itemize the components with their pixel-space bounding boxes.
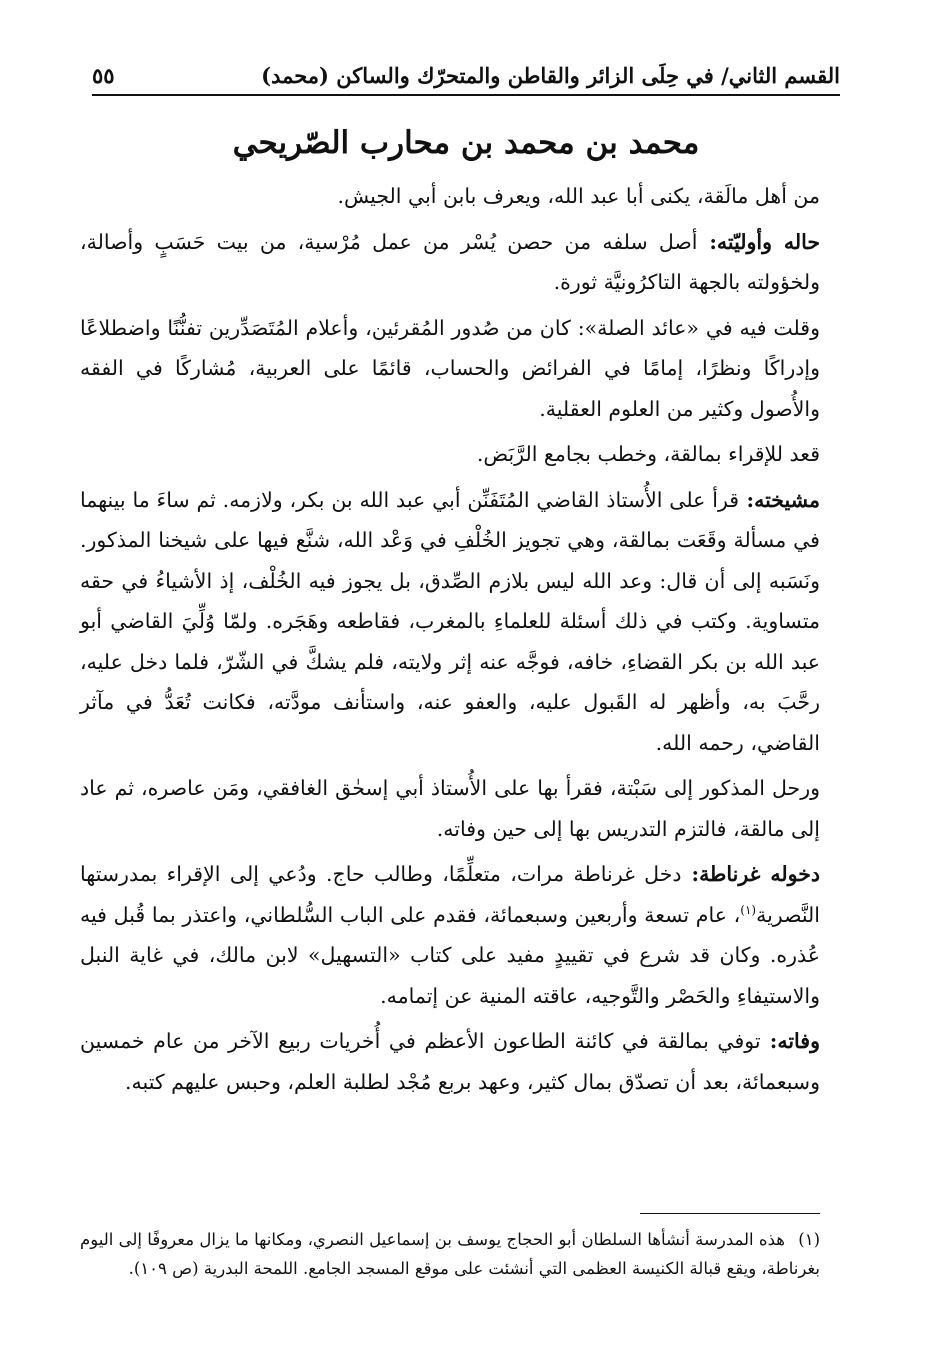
section-lead: وفاته:: [760, 1029, 820, 1053]
body-text: [80, 176, 820, 1107]
section-lead: مشيخته:: [739, 487, 820, 512]
footnote: [80, 1225, 820, 1283]
paragraph-text: قعد للإقراء بمالقة، وخطب بجامع الرَّبَض.: [476, 442, 820, 466]
footnote-rule: [640, 1213, 820, 1214]
paragraph-text: وقلت فيه في «عائد الصلة»: كان من صُدور المُقرئين، وأعلام المُتَصَدِّرين تفنُّنًا واضطلاعًا وإدراكًا ونظرًا، إمامًا في الفرائض والحساب، قائمًا على العربية، مُشاركًا في الفقه والأُصول وكثير من العلوم العقلية.: [80, 315, 820, 421]
paragraph: [80, 854, 820, 1016]
entry-title: محمد بن محمد بن محارب الصّريحي: [232, 125, 700, 161]
paragraph-text: أصل سلفه من حصن يُسْر من عمل مُرْسية، من بيت حَسَبٍ وأصالة، ولخؤولته بالجهة التاكرُونيَّة ثورة.: [80, 229, 820, 294]
paragraph: [80, 308, 820, 430]
paragraph-text: قرأ على الأُستاذ القاضي المُتَفَنِّن أبي عبد الله بن بكر، ولازمه. ثم ساءَ ما بينهما في مسألة وقَعَت بمالقة، وهي تجويز الخُلْفِ في وَعْد الله، شنَّع فيها على شيخنا المذكور. ونَسَبه إلى أن قال: وعد الله ليس بلازم الصِّدق، بل يجوز فيه الخُلْف، إذ الأشياءُ في حقه متساوية. وكتب في ذلك أسئلة للعلماءِ بالمغرب، فقاطعه وهَجَره. ولمّا وُلِّيَ القاضي أبو عبد الله بن بكر القضاءِ، خافه، فوجَّه عنه إثر ولايته، فلم يشكَّ في الشّرّ، فلما دخل عليه، رحَّبَ به، وأظهر له القَبول عليه، والعفو عنه، واستأنف مودَّته، فكانت تُعَدُّ في مآثر القاضي، رحمه الله.: [80, 487, 820, 755]
paragraph: [80, 480, 820, 764]
paragraph-text: من أهل مالَقة، يكنى أبا عبد الله، ويعرف بابن أبي الجيش.: [337, 184, 820, 208]
paragraph-text: ورحل المذكور إلى سَبْتة، فقرأ بها على الأُستاذ أبي إسحٰق الغافقي، ومَن عاصره، ثم عاد إلى مالقة، فالتزم التدريس بها إلى حين وفاته.: [80, 776, 820, 841]
header-rule: [92, 94, 840, 96]
paragraph-text: ، عام تسعة وأربعين وسبعمائة، فقدم على الباب السُّلطاني، واعتذر بما قُبل فيه عُذره. وكان قد شرع في تقييدٍ مفيد على كتاب «التسهيل» لابن مالك، في غاية النبل والاستيفاءِ والحَصْر والتَّوجيه، عاقته المنية عن إتمامه.: [80, 902, 820, 1008]
paragraph: [80, 434, 820, 475]
paragraph: [80, 1021, 820, 1102]
footnote-text: هذه المدرسة أنشأها السلطان أبو الحجاج يوسف بن إسماعيل النصري، ومكانها ما يزال معروفًا إلى اليوم بغرناطة، ويقع قبالة الكنيسة العظمى التي أنشئت على موقع المسجد الجامع. اللمحة البدرية (ص ١٠٩).: [80, 1230, 820, 1278]
paragraph-text: دخل غرناطة مرات، متعلِّمًا، وطالب حاج. ودُعي إلى الإقراء بمدرستها النَّصرية: [80, 862, 820, 927]
paragraph: [80, 176, 820, 217]
footnote-paragraph: [80, 1225, 820, 1283]
paragraph: [80, 768, 820, 849]
page-number: ٥٥: [92, 62, 115, 88]
running-head: [92, 58, 840, 92]
paragraph-text: توفي بمالقة في كائنة الطاعون الأعظم في أُخريات ربيع الآخر من عام خمسين وسبعمائة، بعد أن تصدّق بمال كثير، وعهد بربع مُجْد لطلبة العلم، وحبس عليهم كتبه.: [80, 1029, 820, 1094]
running-title: القسم الثاني/ في حِلَى الزائر والقاطن والمتحرّك والساكن (محمد): [261, 62, 840, 88]
section-lead: دخوله غرناطة:: [681, 862, 820, 886]
footnote-reference[interactable]: (١): [740, 902, 757, 917]
section-lead: حاله وأوليّته:: [697, 229, 820, 254]
footnote-marker: (١): [798, 1230, 821, 1249]
paragraph: [80, 222, 820, 303]
